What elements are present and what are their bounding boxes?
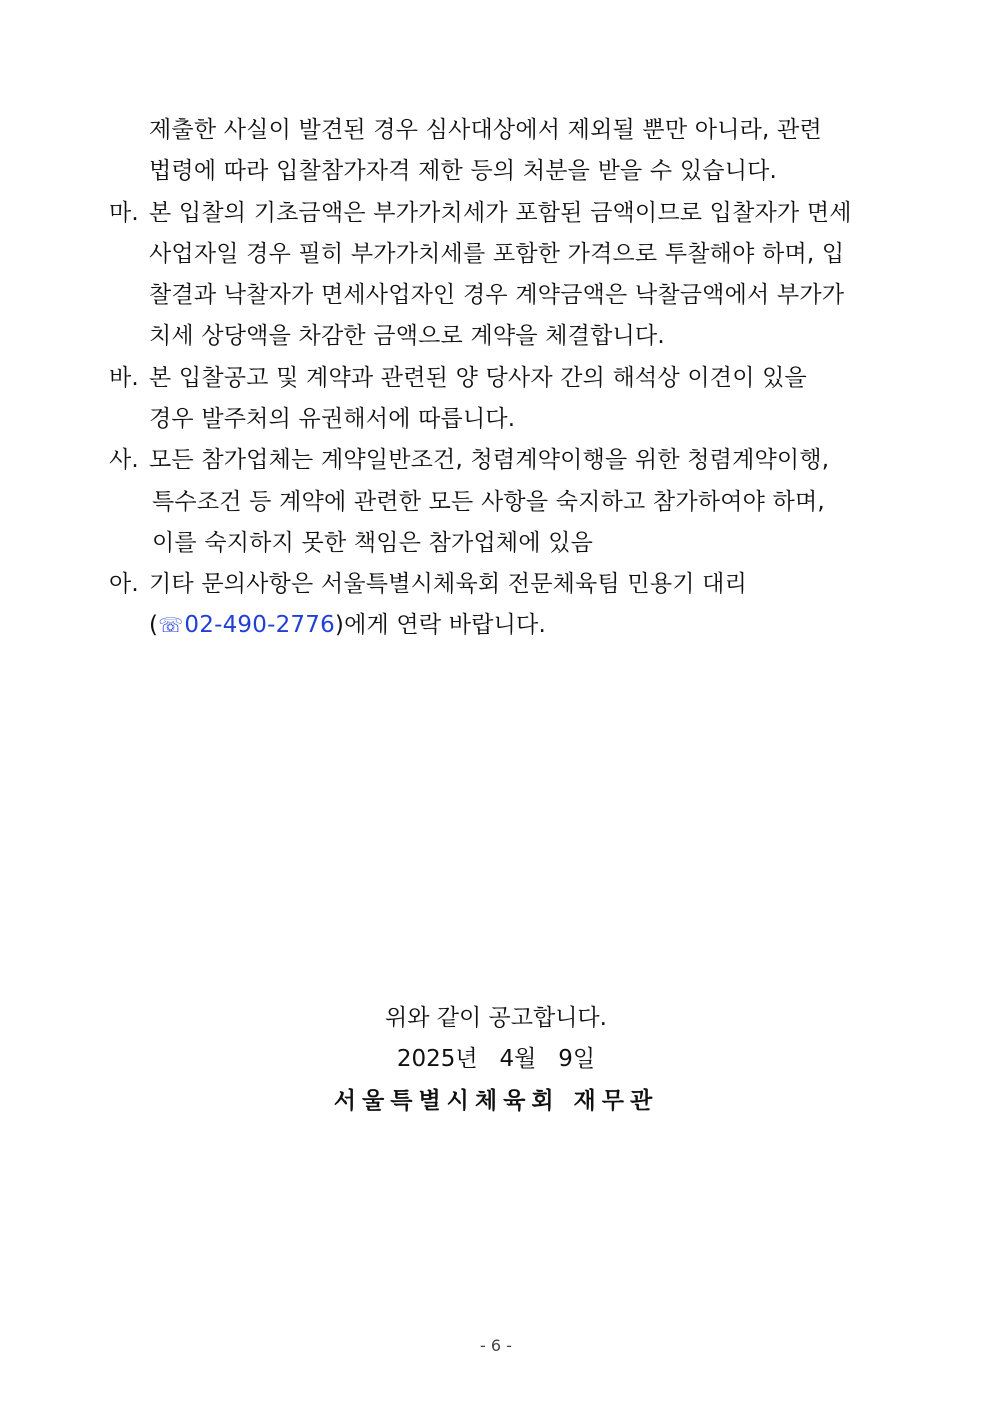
item-ma-text-2: 사업자일 경우 필히 부가가치세를 포함한 가격으로 투찰해야 하며, 입 (149, 241, 845, 267)
item-marker: 바. (109, 365, 139, 391)
item-ba-marker (109, 363, 139, 393)
item-sa-line-1 (149, 445, 829, 475)
item-ba-text-2: 경우 발주처의 유권해서에 따릅니다. (149, 406, 516, 432)
item-a-line-1 (149, 569, 747, 599)
continuation-text-2: 법령에 따라 입찰참가자격 제한 등의 처분을 받을 수 있습니다. (149, 158, 778, 184)
item-ma-text-3: 찰결과 낙찰자가 면세사업자인 경우 계약금액은 낙찰금액에서 부가가 (149, 282, 845, 308)
page-number: - 6 - (480, 1336, 512, 1355)
item-a-text-1: 기타 문의사항은 서울특별시체육회 전문체육팀 민용기 대리 (149, 571, 748, 597)
item-ma-text-1: 본 입찰의 기초금액은 부가가치세가 포함된 금액이므로 입찰자가 면세 (149, 200, 852, 226)
closing-date: 2025년 4월 9일 (396, 1046, 596, 1072)
issuer-name: 서울특별시체육회 재무관 (333, 1088, 659, 1114)
item-marker: 아. (109, 571, 139, 597)
item-marker: 사. (109, 447, 139, 473)
item-ma-line-2 (149, 239, 896, 269)
item-sa-line-2 (152, 487, 825, 517)
item-ma-line-4 (149, 321, 665, 351)
item-ma-line-1 (149, 198, 896, 228)
phone-link[interactable]: 02-490-2776 (184, 612, 335, 638)
contact-line (149, 610, 546, 640)
telephone-icon: ☏ (158, 613, 184, 637)
contact-open-paren: ( (149, 612, 159, 638)
item-a-marker (109, 569, 139, 599)
closing-statement: 위와 같이 공고합니다. (385, 1005, 607, 1031)
item-ma-text-4: 치세 상당액을 차감한 금액으로 계약을 체결합니다. (149, 323, 665, 349)
item-sa-text-2: 특수조건 등 계약에 관련한 모든 사항을 숙지하고 참가하여야 하며, (152, 489, 825, 515)
item-sa-text-1: 모든 참가업체는 계약일반조건, 청렴계약이행을 위한 청렴계약이행, (149, 447, 830, 473)
item-ba-line-2 (149, 404, 515, 434)
item-sa-line-3 (152, 528, 593, 558)
item-ma-marker (109, 198, 139, 228)
continuation-line-1 (149, 115, 896, 145)
item-ba-line-1 (149, 363, 896, 393)
item-marker: 마. (109, 200, 139, 226)
contact-suffix: )에게 연락 바랍니다. (334, 612, 546, 638)
item-ba-text-1: 본 입찰공고 및 계약과 관련된 양 당사자 간의 해석상 이견이 있을 (149, 365, 807, 391)
continuation-text-1: 제출한 사실이 발견된 경우 심사대상에서 제외될 뿐만 아니라, 관련 (149, 117, 822, 143)
item-sa-text-3: 이를 숙지하지 못한 책임은 참가업체에 있음 (152, 530, 594, 556)
item-ma-line-3 (149, 280, 896, 310)
item-sa-marker (109, 445, 139, 475)
continuation-line-2 (149, 156, 777, 186)
